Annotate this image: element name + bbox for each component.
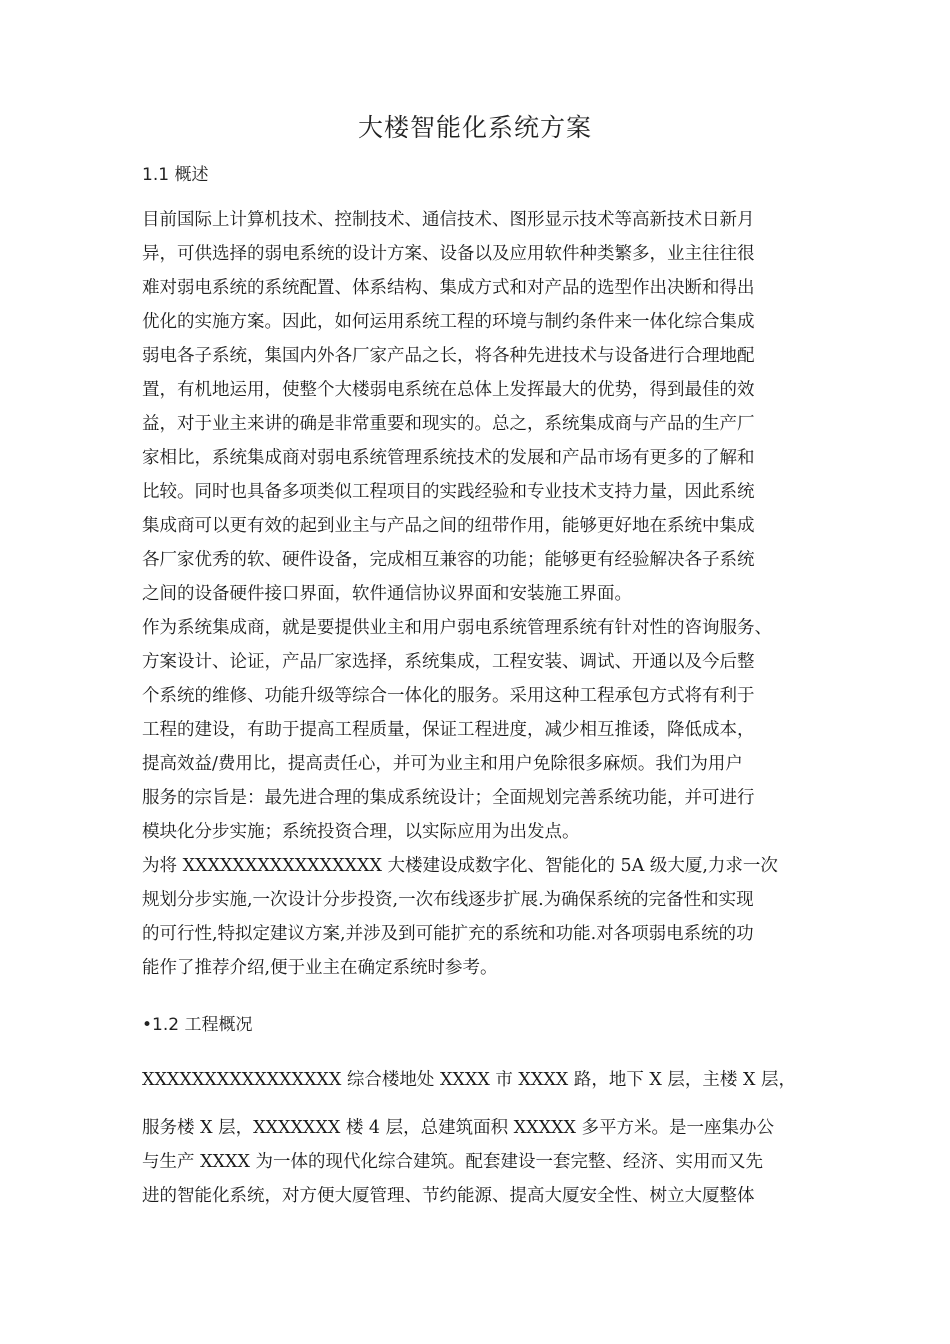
paragraph-line: 服务楼 X 层，XXXXXXX 楼 4 层，总建筑面积 XXXXX 多平方米。是一座集办公: [142, 1118, 775, 1138]
paragraph-line: XXXXXXXXXXXXXXXX 综合楼地处 XXXX 市 XXXX 路，地下 X 层，主楼 X 层，: [142, 1070, 796, 1090]
paragraph-line: 与生产 XXXX 为一体的现代化综合建筑。配套建设一套完整、经济、实用而又先: [142, 1152, 763, 1172]
section-heading-project: •1.2 工程概况: [142, 1015, 253, 1035]
paragraph-line: 目前国际上计算机技术、控制技术、通信技术、图形显示技术等高新技术日新月: [142, 210, 755, 230]
paragraph-line: 各厂家优秀的软、硬件设备，完成相互兼容的功能；能够更有经验解决各子系统: [142, 550, 755, 570]
paragraph-line: 为将 XXXXXXXXXXXXXXXX 大楼建设成数字化、智能化的 5A 级大厦,力求一次: [142, 856, 778, 876]
paragraph-line: 能作了推荐介绍,便于业主在确定系统时参考。: [142, 958, 498, 978]
section-heading-overview: 1.1 概述: [142, 165, 209, 185]
page-title: 大楼智能化系统方案: [357, 113, 592, 142]
paragraph-line: 集成商可以更有效的起到业主与产品之间的纽带作用，能够更好地在系统中集成: [142, 516, 755, 536]
paragraph-line: 的可行性,特拟定建议方案,并涉及到可能扩充的系统和功能.对各项弱电系统的功: [142, 924, 754, 944]
paragraph-line: 比较。同时也具备多项类似工程项目的实践经验和专业技术支持力量，因此系统: [142, 482, 755, 502]
paragraph-line: 提高效益/费用比，提高责任心，并可为业主和用户免除很多麻烦。我们为用户: [142, 754, 743, 774]
paragraph-line: 置，有机地运用，使整个大楼弱电系统在总体上发挥最大的优势，得到最佳的效: [142, 380, 755, 400]
paragraph-line: 家相比，系统集成商对弱电系统管理系统技术的发展和产品市场有更多的了解和: [142, 448, 755, 468]
paragraph-line: 异，可供选择的弱电系统的设计方案、设备以及应用软件种类繁多，业主往往很: [142, 244, 755, 264]
paragraph-line: 模块化分步实施；系统投资合理，以实际应用为出发点。: [142, 822, 580, 842]
paragraph-line: 服务的宗旨是：最先进合理的集成系统设计；全面规划完善系统功能，并可进行: [142, 788, 755, 808]
paragraph-line: 个系统的维修、功能升级等综合一体化的服务。采用这种工程承包方式将有利于: [142, 686, 755, 706]
paragraph-line: 进的智能化系统，对方便大厦管理、节约能源、提高大厦安全性、树立大厦整体: [142, 1186, 755, 1206]
paragraph-line: 规划分步实施,一次设计分步投资,一次布线逐步扩展.为确保系统的完备性和实现: [142, 890, 754, 910]
paragraph-line: 之间的设备硬件接口界面，软件通信协议界面和安装施工界面。: [142, 584, 632, 604]
paragraph-line: 方案设计、论证，产品厂家选择，系统集成，工程安装、调试、开通以及今后整: [142, 652, 755, 672]
paragraph-line: 难对弱电系统的系统配置、体系结构、集成方式和对产品的选型作出决断和得出: [142, 278, 755, 298]
paragraph-line: 工程的建设，有助于提高工程质量，保证工程进度，减少相互推诿，降低成本，: [142, 720, 755, 740]
paragraph-line: 优化的实施方案。因此，如何运用系统工程的环境与制约条件来一体化综合集成: [142, 312, 755, 332]
paragraph-line: 弱电各子系统，集国内外各厂家产品之长，将各种先进技术与设备进行合理地配: [142, 346, 755, 366]
paragraph-line: 作为系统集成商，就是要提供业主和用户弱电系统管理系统有针对性的咨询服务、: [142, 618, 772, 638]
paragraph-line: 益，对于业主来讲的确是非常重要和现实的。总之，系统集成商与产品的生产厂: [142, 414, 755, 434]
